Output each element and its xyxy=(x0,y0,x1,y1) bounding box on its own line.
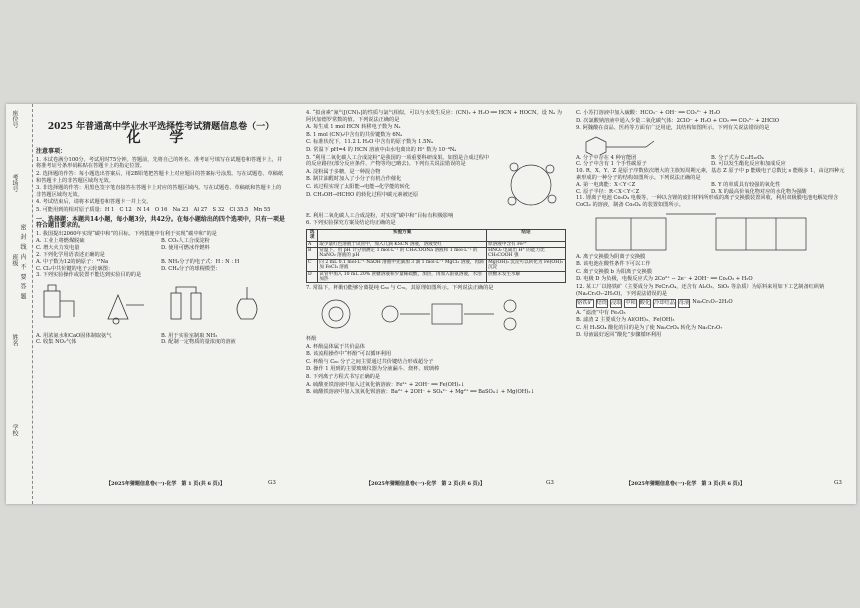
table-row xyxy=(307,259,566,271)
question-stem: 1. 我国提出2060年实现“碳中和”的目标。下列措施中有利于实现“碳中和”的是 xyxy=(36,230,217,237)
lab-apparatus-drawing xyxy=(36,281,282,331)
question-stem: 10. R、X、Y、Z 是原子序数依次增大的主族短周期元素，基态 Z 原子中 p 能级电子总数比 s 能级多 1，由这四种元素形成的一种分子的结构如图所示。下列说法正确的是 xyxy=(576,167,845,181)
option: D. CH₃OH→HCHO 的转化过程中碳元素被还原 xyxy=(306,191,419,198)
option: B. 制甘油醛时加入了小分子有机合作催化 xyxy=(306,176,402,183)
option: B. CO₂人工合成淀粉 xyxy=(161,238,210,245)
option: C. 该过程实现了太阳能→电能→化学能的转化 xyxy=(306,183,410,190)
option: D. 常温下 pH=4 的 HCN 溶液中由水电离出的 H⁺ 数为 10⁻⁴Nₐ xyxy=(306,146,457,153)
option: A. 杯酚晶体属于共价晶体 xyxy=(306,343,365,350)
table-header-cell: 选项 xyxy=(307,229,318,241)
subject-title: 化 学 xyxy=(126,129,196,146)
question-stem: 6. 下列实验探究方案及结论均正确的是 xyxy=(306,220,396,227)
flow-step: 母液 xyxy=(678,300,690,307)
flow-step: 冷却结晶 xyxy=(654,300,675,307)
note-item: 2. 选择题的作答：每小题选出答案后，用2B铅笔把答题卡上对应题目的答案标号涂黑。写在试题卷、草稿纸和答题卡上的非答题区域均无效。 xyxy=(36,170,284,184)
page-2 xyxy=(306,110,566,397)
option: A. “滤渣”中有 Fe₂O₃ xyxy=(576,309,626,316)
question-stem: 5. “利用二氧化碳人工合成淀粉”是我国的一项重要科研成果。如图是合成过程中的反应路径(部分反应条件、产物等均已略去)。下列有关说法错误的是 xyxy=(306,154,490,168)
note-item: 4. 考试结束后，请将本试题卷和答题卡一并上交。 xyxy=(36,199,152,206)
option: B. Y 的单质具有较强的氧化性 xyxy=(711,182,781,189)
footer-code: G3 xyxy=(268,480,276,486)
table-header xyxy=(307,229,566,241)
option: B. 硫酸铁溶液中加入氢氧化钡溶液：Ba²⁺ + 2OH⁻ + SO₄²⁻ + Mg²⁺ ══ BaSO₄↓ + Mg(OH)₂↓ xyxy=(306,389,535,396)
flow-step: 中和 xyxy=(625,300,636,307)
table-header-cell: 实验方案 xyxy=(318,229,487,241)
table-row xyxy=(307,241,566,247)
question-extra: E. 利用二氧化碳人工合成淀粉，对实现“碳中和”目标有积极影响 xyxy=(306,212,454,219)
option: B. 用于实验室制取 NH₃ xyxy=(161,332,218,339)
option: A. 硫酸亚铁溶液中加入过氧化钠溶液：Fe²⁺ + 2OH⁻ ══ Fe(OH)₂↓ xyxy=(306,381,465,388)
option: C. 分子中含有 1 个手性碳原子 xyxy=(576,161,647,168)
flow-step: 浸取 xyxy=(610,300,622,307)
option: B. 该电池在酸性条件下可以工作 xyxy=(576,261,651,268)
page-1 xyxy=(36,110,286,346)
option: C. 小苏打溶液中加入硫酸：HCO₃⁻ + OH⁻ ══ CO₃²⁻ + H₂O xyxy=(576,110,721,116)
option: C. 收集 NO₂气体 xyxy=(36,339,77,346)
calixarene-structure xyxy=(306,294,366,334)
option: D. 母液最好返回“酸化”步骤循环利用 xyxy=(576,332,662,339)
table-row xyxy=(307,247,566,259)
table-cell: Mg(OH)₂ 沉淀可以转化为 Fe(OH)₃ 沉淀 xyxy=(487,259,566,271)
notes-heading: 注意事项： xyxy=(36,148,67,156)
option: A. 淀粉属于多糖，是一种混合物 xyxy=(306,168,381,175)
calixarene-figure xyxy=(306,294,566,334)
flow-step: 酸化 xyxy=(639,300,651,307)
apparatus-labels xyxy=(36,333,286,346)
experiment-table xyxy=(306,229,566,284)
apparatus-figures xyxy=(36,281,286,331)
option: D. X 的最高价氧化物对应的水化物为强酸 xyxy=(711,188,807,195)
option: B. 1 mol (CN)₂中含有的共价键数为 6Nₐ xyxy=(306,131,403,138)
table-cell: 取少量红色溶液于试管中，加入几滴 KSCN 溶液，溶液变红 xyxy=(318,241,487,247)
option: A. 离子交换膜为阴离子交换膜 xyxy=(576,253,646,260)
note-item: 1. 本试卷满分100分，考试用时75分钟。答题前，先将自己的姓名、准考证号填写在试题卷和答题卡上，并将准考证号条形码粘贴在答题卡上的指定位置。 xyxy=(36,156,283,170)
footer-code: G3 xyxy=(546,480,554,486)
binding-field-school: 学校 xyxy=(11,424,18,436)
option: C. 标准状况下，11.2 L H₂O 中含有的原子数为 1.5Nₐ xyxy=(306,139,433,146)
binding-field-name: 姓名 xyxy=(11,334,18,346)
option: A. 用浓氨水和CaO固体制取氨气 xyxy=(36,332,112,339)
table-cell: 向 2 mL 0.1 mol·L⁻¹ NaOH 溶液中先滴加 3 滴 1 mol·L⁻¹ MgCl₂ 溶液，再滴加 FeCl₃ 溶液 xyxy=(318,259,487,271)
table-cell: B xyxy=(307,247,318,259)
option: C. 杯酚与 C₆₀ 分子之间主要通过共价键结合形成超分子 xyxy=(306,358,434,365)
question-options xyxy=(576,182,846,195)
binding-strip xyxy=(6,104,33,504)
q5-block xyxy=(306,155,566,213)
page-footer: 【2025年猜题信息卷(一)·化学 第 3 页(共 6 页)】 xyxy=(626,481,746,487)
binding-field-seat: 座位号 xyxy=(11,110,18,128)
question-options xyxy=(576,155,846,168)
question-stem: 2. 下列化学用语表述正确的是 xyxy=(36,251,105,258)
footer-code: G3 xyxy=(834,480,842,486)
question-stem: 12. 某工厂以铬铁矿（主要成分为 FeCr₂O₄，还含有 Al₂O₃、SiO₂ 等杂质）为原料来用如下工艺制备红矾钠(Na₂Cr₂O₇·2H₂O)。下列说法错误的是 xyxy=(576,283,825,297)
table-cell: HNO₂ 电离出 H⁺ 的能力比 CH₃COOH 强 xyxy=(487,247,566,259)
binding-field-room: 考场号 xyxy=(11,174,18,192)
table-cell: 原溶液中含有 Fe³⁺ xyxy=(487,241,566,247)
binding-field-class: 班级 xyxy=(11,254,18,266)
exam-title: 2025 年普通高中学业水平选择性考试猜题信息卷（一） xyxy=(47,122,275,132)
table-row xyxy=(307,271,566,283)
exam-sheet xyxy=(6,104,856,504)
question-stem: 8. 下列离子方程式书写正确的是 xyxy=(306,373,381,380)
table-cell: 蔗糖未发生水解 xyxy=(487,271,566,283)
option: B. 该流程操作中“杯酚”可以循环利用 xyxy=(306,351,392,358)
note-item: 5. 可能用到的相对原子质量：H 1 C 12 N 14 O 16 Na 23 Al 27 S 32 Cl 35.5 Mn 55 xyxy=(36,206,271,213)
figure-caption: 杯酚 xyxy=(306,336,317,342)
page-footer: 【2025年猜题信息卷(一)·化学 第 1 页(共 6 页)】 xyxy=(106,481,226,487)
option: A. 每生成 1 mol HCN 转移电子数为 Nₐ xyxy=(306,124,401,131)
option: A. 中子数为12的钠原子：¹²Na xyxy=(36,259,109,266)
option: B. 滤渣 2 主要成分为 Al(OH)₃、Fe(OH)₃ xyxy=(576,317,675,324)
page-3 xyxy=(576,110,846,340)
option: D. 使用可燃冰作燃料 xyxy=(161,244,210,251)
option: B. 分子式为 C₁₀H₁₀O₄ xyxy=(711,154,764,161)
process-flow xyxy=(576,299,846,308)
option: D. CH₄分子的球棍模型： xyxy=(161,265,221,272)
electrolysis-cell-diagram xyxy=(576,210,836,254)
page-footer: 【2025年猜题信息卷(一)·化学 第 2 页(共 6 页)】 xyxy=(366,481,486,487)
flow-step: 焙烧 xyxy=(596,300,607,307)
question-options xyxy=(36,238,286,251)
table-cell: D xyxy=(307,271,318,283)
option: C. Cl₂中共价键的电子云轮廓图： xyxy=(36,265,114,272)
option: D. 配制一定物质的量浓度的溶液 xyxy=(161,339,236,346)
option: C. 用 H₂SO₄ 酸化的目的是为了使 Na₂CrO₄ 转化为 Na₂Cr₂O₇ xyxy=(576,324,723,331)
flow-product: Na₂Cr₂O₇·2H₂O xyxy=(692,299,733,306)
table-header-cell: 结论 xyxy=(487,229,566,241)
section-heading: 一、选择题：本题共14小题，每小题3分，共42分。在每小题给出的四个选项中，只有一项是符合题目要求的。 xyxy=(36,215,285,230)
question-stem: 9. 阿魏酸在食品、医药等方面有广泛用途，其结构如图所示。下列有关说法错误的是 xyxy=(576,125,770,132)
note-item: 3. 非选择题的作答：用黑色签字笔直接答在答题卡上对应的答题区域内。写在试题卷、草稿纸和答题卡上的非答题区域均无效。 xyxy=(36,185,282,198)
question-stem: 4. “拟卤素”氰气[(CN)₂]的性质与氯气相似，可以与水发生反应：(CN)₂ + H₂O ══ HCN + HOCN。设 Nₐ 为阿伏加德罗常数的值。下列说法正确的是 xyxy=(306,110,562,123)
option: C. 原子半径：R＜X＜Y＜Z xyxy=(576,188,640,195)
table-cell: 常温下，用 pH 计分别测定 1 mol·L⁻¹ 的 CH₃COONa 溶液和 1 mol·L⁻¹ 的 NaNO₂ 溶液的 pH xyxy=(318,247,487,259)
option: D. 可以发生酯化反应和加成反应 xyxy=(711,161,786,168)
seal-line-text: 密 封 线 内 不 要 答 题 xyxy=(19,224,26,301)
question-stem: 3. 下列实验操作或装置不能达到实验目的的是 xyxy=(36,272,142,279)
option: D. 操作 1 用到的主要玻璃仪器为分液漏斗、烧杯、玻璃棒 xyxy=(306,366,440,373)
option: C. 增大火力发电量 xyxy=(36,244,80,251)
option: D. 次氯酸钠溶液中通入少量二氧化碳气体：2ClO⁻ + H₂O + CO₂ ══ CO₃²⁻ + 2HClO xyxy=(576,117,780,124)
table-cell: 试管中加入 10 mL 20% 蔗糖溶液和少量稀硫酸，加热，再加入银氨溶液，水浴加热 xyxy=(318,271,487,283)
separation-process-diagram xyxy=(370,294,550,334)
reaction-path-diagram xyxy=(496,155,566,213)
question-stem: 7. 常温下，杯酚()能够分离提纯 C₆₀ 与 C₇₀，其原理如图所示。下列说法正确的是 xyxy=(306,285,494,292)
option: B. NH₃分子的电子式：H : N : H xyxy=(161,259,240,266)
table-cell: C xyxy=(307,259,318,271)
option: A. 分子中存在 4 种官能团 xyxy=(576,154,637,161)
option: A. 工业上将燃煤脱硫 xyxy=(36,238,85,245)
option: A. 第一电离能：X＜Y＜Z xyxy=(576,182,636,189)
question-stem: 11. 锂离子电池 Co₃O₄ 电极等，一种以含锂的废旧材料所形成的离子交换膜装置回收，利用双极膜电池电解处理含 CoCl₂ 的溶液，制备 Co₃O₄ 的装置如图所示。 xyxy=(576,195,839,208)
ferulic-acid-structure xyxy=(576,133,696,155)
question-options xyxy=(36,259,286,272)
table-cell: A xyxy=(307,241,318,247)
option: C. 离子交换膜 b 为阳离子交换膜 xyxy=(576,268,652,275)
flow-step: 铬铁矿 xyxy=(577,300,593,307)
option: D. 电极 D 为负极，电极反应式为 2Co²⁺ − 2e⁻ + 2OH⁻ ══ Co₂O₃ + H₂O xyxy=(576,276,753,283)
